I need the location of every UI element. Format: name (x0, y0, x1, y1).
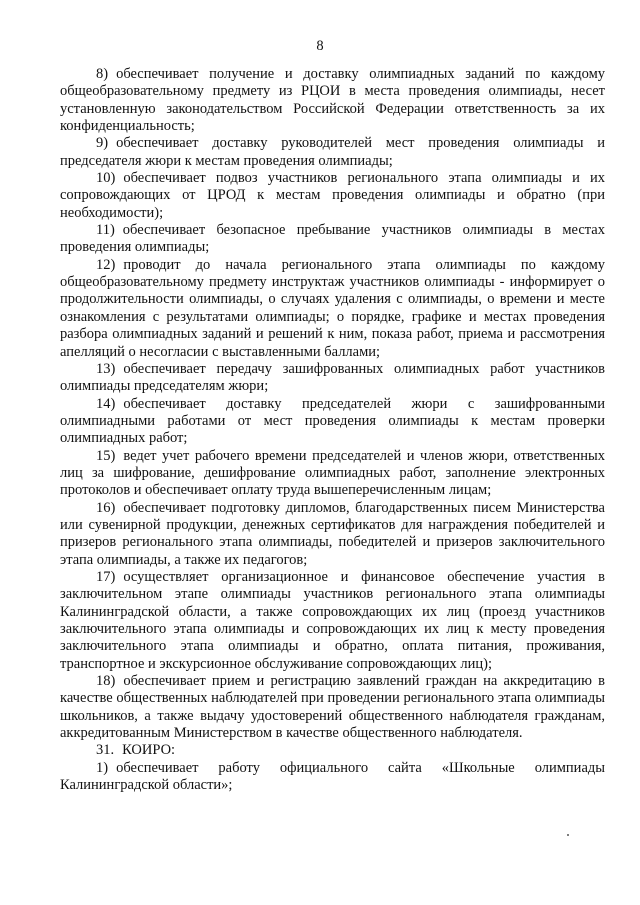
item-number: 16) (96, 499, 116, 516)
item-text: обеспечивает безопасное пребывание участников олимпиады в местах проведения олимпиады; (60, 222, 605, 256)
scan-speck (567, 834, 569, 836)
paragraph-item-9 (60, 135, 605, 170)
paragraph-item-11 (60, 222, 605, 257)
item-number: 8) (96, 66, 109, 82)
item-text: обеспечивает прием и регистрацию заявлений граждан на аккредитацию в качестве общественных наблюдателей при проведении регионального этапа олимпиады школьников, а также выдачу удостоверений общественного наблюдателя гражданам, аккредитованным Министерством в качестве общественного наблюдателя. (60, 673, 605, 742)
item-text: обеспечивает доставку руководителей мест проведения олимпиады и председателя жюри к местам проведения олимпиады; (60, 135, 605, 169)
item-text: ведет учет рабочего времени председателей и членов жюри, ответственных лиц за шифрование, дешифрование олимпиадных работ, заполнение электронных протоколов и обеспечивает оплату труда вышеперечисленным лицам; (60, 447, 605, 499)
paragraph-item-10 (60, 170, 605, 222)
paragraph-item-12 (60, 257, 605, 361)
item-text: обеспечивает получение и доставку олимпиадных заданий по каждому общеобразовательному предмету из РЦОИ в места проведения олимпиады, несет установленную законодательством Российской Федерации ответственность за их конфиденциальность; (60, 66, 605, 135)
item-text: осуществляет организационное и финансовое обеспечение участия в заключительном этапе олимпиады участников регионального этапа олимпиады Калининградской области, а также сопровождающих их лиц (проезд участников заключительного этапа олимпиады и сопровождающих их лиц к месту проведения заключительного этапа олимпиады и обратно, оплата питания, проживания, транспортное и экскурсионное обслуживание сопровождающих лиц); (60, 568, 605, 672)
document-body (60, 66, 605, 794)
paragraph-item-13 (60, 361, 605, 396)
paragraph-item-18 (60, 673, 605, 742)
paragraph-item-1 (60, 760, 605, 795)
item-text: обеспечивает работу официального сайта «Школьные олимпиады Калининградской области»; (60, 759, 605, 794)
item-text: проводит до начала регионального этапа олимпиады по каждому общеобразовательному предмету инструктаж участников олимпиады - информирует о продолжительности олимпиады, о случаях удаления с олимпиады, о времени и месте ознакомления с результатами олимпиады; о порядке, графике и местах проведения разбора олимпиадных заданий и решений к ним, показа работ, приема и рассмотрения апелляций о несогласии с выставленными баллами; (60, 256, 605, 360)
paragraph-item-16 (60, 500, 605, 569)
item-number: 12) (96, 256, 116, 273)
section-title: КОИРО: (122, 742, 176, 759)
paragraph-item-15 (60, 448, 605, 500)
item-text: обеспечивает подвоз участников регионального этапа олимпиады и их сопровождающих от ЦРОД к местам проведения олимпиады и обратно (при необходимости); (60, 170, 605, 221)
paragraph-item-17 (60, 569, 605, 673)
item-number: 1) (96, 759, 109, 776)
page-number: 8 (316, 38, 324, 54)
paragraph-item-14 (60, 396, 605, 448)
section-heading-31 (60, 742, 605, 759)
item-number: 9) (96, 135, 109, 152)
item-number: 14) (96, 395, 116, 412)
section-number: 31. (96, 742, 115, 759)
item-text: обеспечивает подготовку дипломов, благодарственных писем Министерства или сувенирной продукции, денежных сертификатов для награждения победителей и призеров регионального этапа олимпиады, победителей и призеров заключительного этапа олимпиады, а также их педагогов; (60, 499, 605, 568)
item-text: обеспечивает доставку председателей жюри с зашифрованными олимпиадными работами от мест проведения олимпиады к местам проверки олимпиадных работ; (60, 395, 605, 447)
item-number: 10) (96, 170, 116, 187)
item-text: обеспечивает передачу зашифрованных олимпиадных работ участников олимпиады председателям жюри; (60, 360, 605, 395)
item-number: 13) (96, 360, 116, 377)
item-number: 18) (96, 673, 116, 690)
paragraph-item-8 (60, 66, 605, 135)
item-number: 17) (96, 568, 116, 585)
item-number: 15) (96, 447, 116, 464)
item-number: 11) (96, 222, 115, 239)
